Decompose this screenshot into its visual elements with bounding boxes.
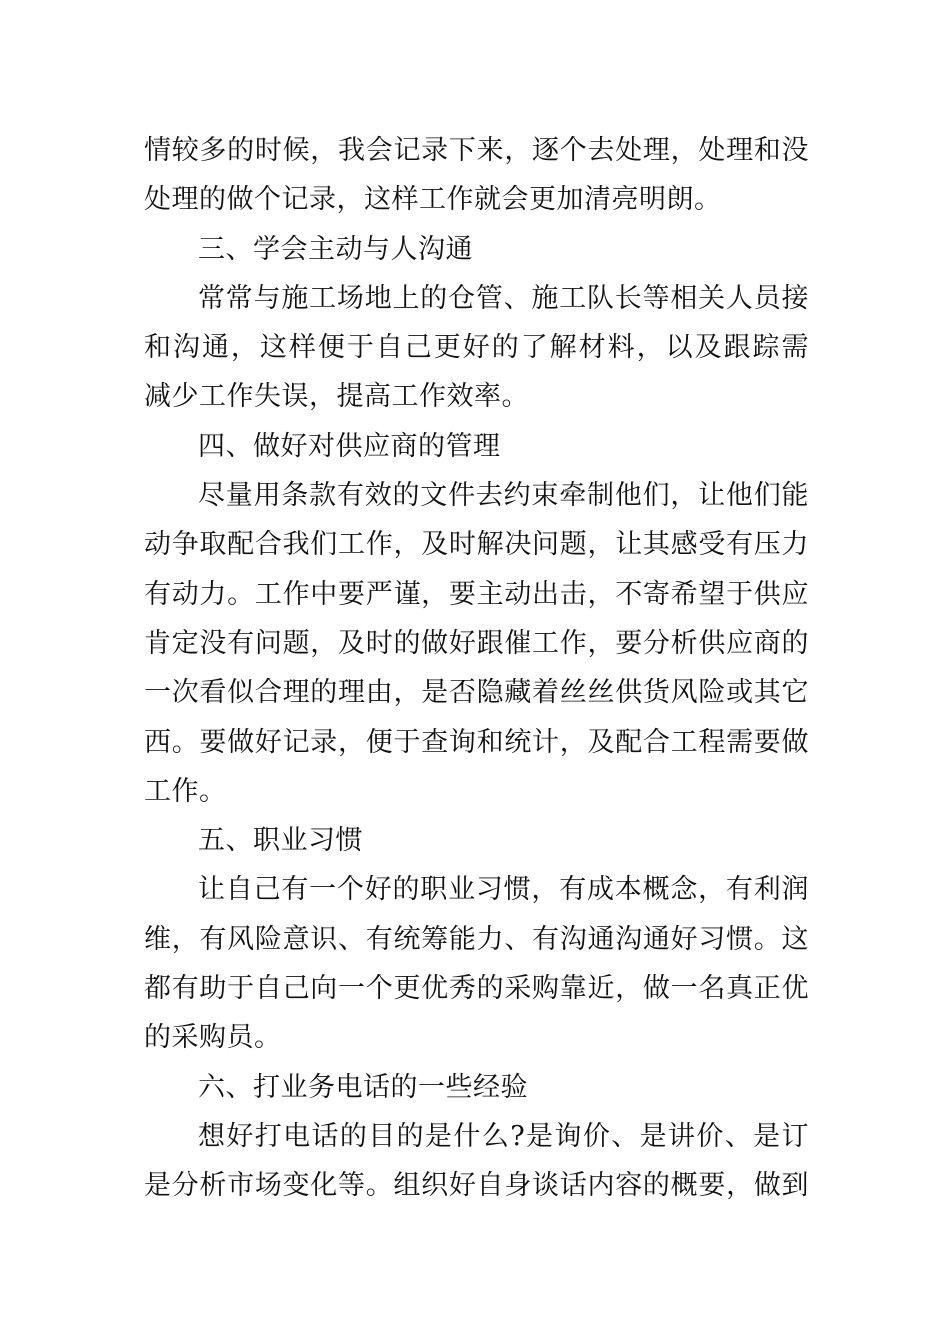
text-line: 肯定没有问题，及时的做好跟催工作，要分析供应商的 [144,627,809,659]
section-heading: 六、打业务电话的一些经验 [198,1071,528,1103]
text-line: 的采购员。 [144,1022,282,1054]
text-line: 情较多的时候，我会记录下来，逐个去处理，处理和没 [144,135,809,166]
text-line: 减少工作失误，提高工作效率。 [144,381,529,413]
text-line: 西。要做好记录，便于查询和统计，及配合工程需要做 [144,726,809,758]
text-line: 是分析市场变化等。组织好自身谈话内容的概要，做到 [144,1170,809,1202]
section-heading: 三、学会主动与人沟通 [198,233,473,265]
text-line: 工作。 [144,775,227,807]
text-line: 和沟通，这样便于自己更好的了解材料，以及跟踪需 [144,332,809,364]
text-line: 维，有风险意识、有统筹能力、有沟通沟通好习惯。这 [144,923,809,955]
text-line: 有动力。工作中要严谨，要主动出击，不寄希望于供应 [144,578,809,610]
text-line: 都有助于自己向一个更优秀的采购靠近，做一名真正优 [144,973,809,1005]
section-heading: 四、做好对供应商的管理 [198,430,501,462]
text-line: 尽量用条款有效的文件去约束牵制他们，让他们能 [198,480,809,512]
text-line: 想好打电话的目的是什么?是询价、是讲价、是订 [198,1120,809,1152]
document-body [144,126,809,1211]
text-line: 处理的做个记录，这样工作就会更加清亮明朗。 [144,184,722,216]
section-heading: 五、职业习惯 [198,825,363,857]
text-line: 让自己有一个好的职业习惯，有成本概念，有利润 [198,874,809,906]
text-line: 动争取配合我们工作，及时解决问题，让其感受有压力 [144,529,809,561]
text-line: 常常与施工场地上的仓管、施工队长等相关人员接 [198,282,809,314]
text-line: 一次看似合理的理由，是否隐藏着丝丝供货风险或其它 [144,677,809,709]
